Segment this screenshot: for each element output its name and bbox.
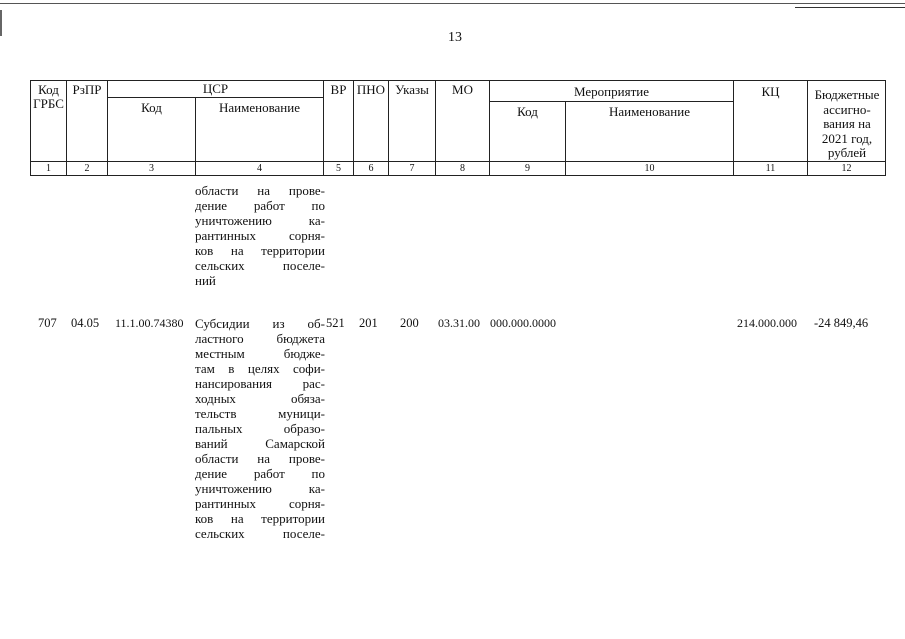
header-meropr-kod: Код: [517, 104, 538, 119]
name-line: рантинных сорня-: [195, 496, 325, 511]
name-line: тельств муници-: [195, 406, 325, 421]
header-rzpr: РзПР: [72, 82, 102, 97]
header-meropr-name: Наименование: [609, 104, 690, 119]
column-number: 6: [368, 163, 374, 174]
header-vr: ВР: [330, 82, 347, 97]
name-line: ков на территории: [195, 511, 325, 526]
name-line: там в целях софи-: [195, 361, 325, 376]
header-mo: МО: [452, 82, 473, 97]
column-number: 3: [149, 163, 154, 174]
cell-mo: 03.31.00: [438, 316, 480, 330]
name-line: Субсидии из об-: [195, 316, 325, 331]
header-pno: ПНО: [356, 82, 386, 97]
column-number: 10: [644, 163, 655, 174]
name-line: ков на территории: [195, 243, 325, 258]
cell-rzpr: 04.05: [71, 316, 100, 330]
cell-amount: -24 849,46: [814, 316, 869, 330]
name-line: сельских поселе-: [195, 526, 325, 541]
cell-csr-name: [195, 316, 325, 541]
header-budget: Бюджетные ассигно- вания на 2021 год, рублей: [814, 87, 880, 160]
column-number: 8: [460, 163, 465, 174]
column-number: 5: [336, 163, 341, 174]
name-line: области на прове-: [195, 451, 325, 466]
column-number: 2: [84, 163, 90, 174]
name-line: местным бюдже-: [195, 346, 325, 361]
cell-ukazy: 200: [400, 316, 419, 330]
page-edge-line: [795, 7, 905, 8]
name-line: ходных обяза-: [195, 391, 325, 406]
name-line: сельских поселе-: [195, 258, 325, 273]
cell-meropr-code: 000.000.0000: [490, 316, 556, 330]
header-meropriyatie: Мероприятие: [574, 84, 649, 99]
name-line: области на прове-: [195, 183, 325, 198]
name-line: нансирования рас-: [195, 376, 325, 391]
name-line: рантинных сорня-: [195, 228, 325, 243]
name-line: уничтожению ка-: [195, 213, 325, 228]
page-number: 13: [448, 30, 462, 45]
name-line: уничтожению ка-: [195, 481, 325, 496]
cell-kc: 214.000.000: [737, 316, 797, 330]
header-kod-grbs: Код ГРБС: [33, 82, 64, 111]
name-line: ний: [195, 273, 216, 288]
header-kc: КЦ: [761, 84, 780, 99]
column-number: 11: [765, 163, 776, 174]
header-csr-name: Наименование: [219, 100, 300, 115]
column-number: 9: [525, 163, 530, 174]
cell-grbs: 707: [38, 316, 57, 330]
column-number: 7: [409, 163, 415, 174]
column-number: 4: [257, 163, 262, 174]
continuation-name: [195, 183, 325, 288]
name-line: дение работ по: [195, 466, 325, 481]
header-csr-kod: Код: [141, 100, 162, 115]
name-line: ваний Самарской: [195, 436, 325, 451]
name-line: пальных образо-: [195, 421, 325, 436]
scan-mark: [0, 10, 2, 36]
page-edge-line: [0, 3, 905, 4]
column-number: 12: [841, 163, 852, 174]
name-line: дение работ по: [195, 198, 325, 213]
column-number: 1: [46, 163, 51, 174]
header-csr: ЦСР: [202, 81, 229, 96]
name-line: ластного бюджета: [195, 331, 325, 346]
header-ukazy: Указы: [395, 82, 429, 97]
cell-pno: 201: [359, 316, 378, 330]
cell-vr: 521: [326, 316, 345, 330]
cell-csr-code: 11.1.00.74380: [115, 316, 184, 330]
